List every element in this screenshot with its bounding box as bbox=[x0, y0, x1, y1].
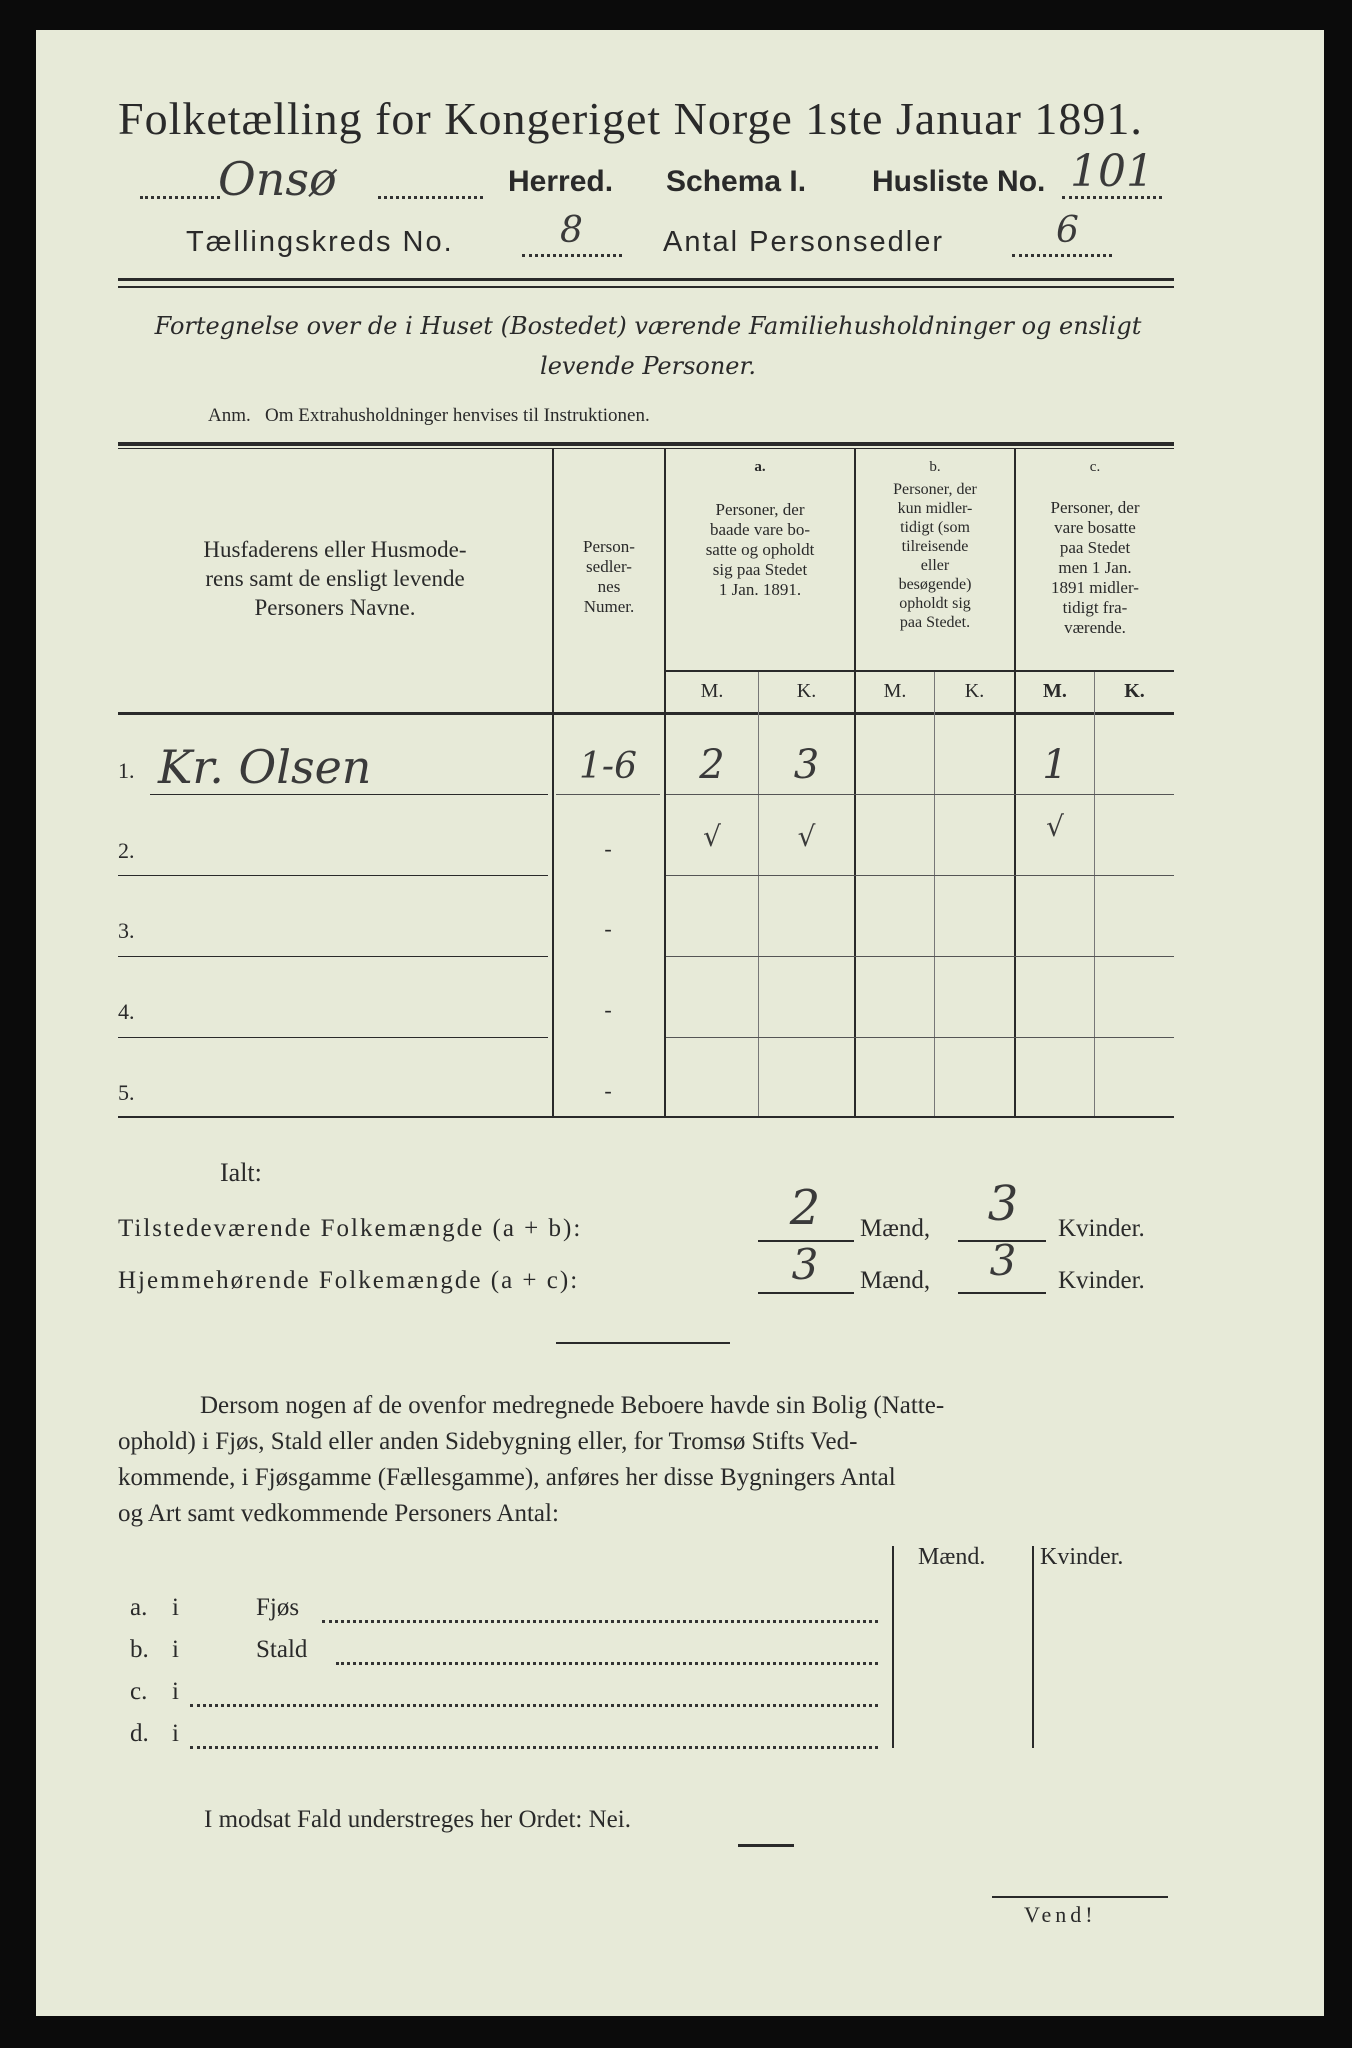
anm-note: Anm. Om Extrahusholdninger henvises til Instruktionen. bbox=[208, 405, 650, 426]
row-1-c-m: 1 bbox=[1042, 742, 1068, 788]
tilst-label: Tilstedeværende Folkemængde (a + b): bbox=[118, 1215, 583, 1242]
a-m-label: M. bbox=[700, 680, 724, 702]
footer-item-d-letter: d. bbox=[130, 1720, 149, 1747]
row-2-c-m: √ bbox=[1046, 810, 1064, 843]
col-b-letter: b. bbox=[929, 459, 941, 475]
vend-rule bbox=[992, 1896, 1168, 1898]
kreds-value: 8 bbox=[560, 210, 583, 251]
row1-line-cells bbox=[666, 794, 1174, 795]
footer-item-c-letter: c. bbox=[130, 1678, 148, 1705]
row-1-name: Kr. Olsen bbox=[158, 740, 372, 794]
herred-label: Herred. bbox=[508, 165, 614, 198]
col-c-header: Personer, der vare bosatte paa Stedet men 1 Jan. 1891 midler- tidigt fra- værende. bbox=[1050, 498, 1140, 637]
row-5-number: 5. bbox=[118, 1080, 135, 1105]
ialt-label: Ialt: bbox=[220, 1158, 262, 1187]
row-2-a-m: √ bbox=[703, 820, 721, 853]
footer-item-b-i: i bbox=[172, 1636, 179, 1663]
mk-top-rule bbox=[664, 670, 1174, 672]
footer-item-c-dots bbox=[190, 1704, 878, 1707]
herred-dots-right bbox=[378, 196, 483, 199]
row-4-sedler: - bbox=[604, 997, 612, 1022]
col-a-header: Personer, der baade vare bo- satte og opholdt sig paa Stedet 1 Jan. 1891. bbox=[705, 500, 815, 599]
c-k-label: K. bbox=[1124, 680, 1145, 702]
footer-item-a-dots bbox=[322, 1620, 878, 1623]
footer-maend-header: Mænd. bbox=[918, 1544, 986, 1570]
antal-label: Antal Personsedler bbox=[663, 226, 945, 258]
c-m-label: M. bbox=[1043, 680, 1067, 702]
hjem-maend-line bbox=[758, 1292, 854, 1294]
row-3-number: 3. bbox=[118, 918, 135, 943]
row4-line-name bbox=[118, 1037, 548, 1038]
footer-item-a-letter: a. bbox=[130, 1594, 148, 1621]
tilst-kvinder-label: Kvinder. bbox=[1058, 1215, 1145, 1242]
row-1-number: 1. bbox=[118, 758, 135, 783]
row4-line-cells bbox=[666, 1037, 1174, 1038]
footer-item-b-letter: b. bbox=[130, 1636, 149, 1663]
antal-value: 6 bbox=[1056, 210, 1079, 251]
footer-para-line-1: Dersom nogen af de ovenfor medregnede Beboere havde sin Bolig (Natte- bbox=[200, 1392, 945, 1419]
hjem-maend-label: Mænd, bbox=[860, 1267, 931, 1294]
header-rule-2 bbox=[118, 286, 1174, 288]
footer-item-c-i: i bbox=[172, 1678, 179, 1705]
row-5-sedler: - bbox=[604, 1078, 612, 1103]
row-2-sedler: - bbox=[604, 836, 612, 861]
hjem-kvinder-line bbox=[958, 1292, 1046, 1294]
intro-line-1: Fortegnelse over de i Huset (Bostedet) værende Familiehusholdninger og ensligt bbox=[154, 312, 1142, 340]
row1-line-name bbox=[150, 794, 548, 795]
row3-line-cells bbox=[666, 956, 1174, 957]
col-name-header: Husfaderens eller Husmode- rens samt de ensligt levende Personers Navne. bbox=[203, 537, 467, 620]
antal-dots bbox=[1012, 254, 1112, 257]
col-c-letter: c. bbox=[1089, 459, 1101, 475]
row-2-number: 2. bbox=[118, 838, 135, 863]
row-3-sedler: - bbox=[604, 916, 612, 941]
footer-vline-1 bbox=[892, 1546, 894, 1748]
table-top-rule bbox=[118, 442, 1174, 446]
modsat-note: I modsat Fald understreges her Ordet: Nei. bbox=[204, 1806, 631, 1833]
footer-para-line-3: kommende, i Fjøsgamme (Fællesgamme), anføres her disse Bygningers Antal bbox=[118, 1464, 896, 1491]
form-title: Folketælling for Kongeriget Norge 1ste Januar 1891. bbox=[118, 93, 1143, 144]
footer-item-d-i: i bbox=[172, 1720, 179, 1747]
footer-item-d-dots bbox=[190, 1746, 878, 1749]
schema-label: Schema I. bbox=[666, 165, 807, 198]
b-m-label: M. bbox=[883, 680, 907, 702]
husliste-label: Husliste No. bbox=[872, 165, 1046, 198]
row-1-a-m: 2 bbox=[699, 742, 725, 788]
intro-line-2: levende Personer. bbox=[540, 352, 756, 380]
separator-rule bbox=[556, 1342, 730, 1344]
vend-label: Vend! bbox=[1024, 1902, 1097, 1927]
header-rule-1 bbox=[118, 278, 1174, 281]
hjem-label: Hjemmehørende Folkemængde (a + c): bbox=[118, 1267, 580, 1294]
vline-b-mk bbox=[934, 672, 935, 1116]
row-1-a-k: 3 bbox=[793, 742, 820, 788]
footer-item-a-label: Fjøs bbox=[256, 1594, 300, 1621]
row-4-number: 4. bbox=[118, 999, 135, 1024]
nei-underline bbox=[738, 1844, 794, 1847]
row-2-a-k: √ bbox=[797, 820, 816, 853]
footer-para-line-2: ophold) i Fjøs, Stald eller anden Sidebygning eller, for Tromsø Stifts Ved- bbox=[118, 1428, 858, 1455]
a-k-label: K. bbox=[796, 680, 817, 702]
col-b-header: Personer, der kun midler- tidigt (som tilreisende eller besøgende) opholdt sig paa Stedet. bbox=[893, 481, 977, 631]
herred-dots-left bbox=[140, 196, 220, 199]
tilst-kvinder-value: 3 bbox=[987, 1176, 1019, 1232]
footer-item-b-dots bbox=[336, 1662, 878, 1665]
footer-item-a-i: i bbox=[172, 1594, 179, 1621]
husliste-value: 101 bbox=[1070, 146, 1154, 197]
hjem-kvinder-label: Kvinder. bbox=[1058, 1267, 1145, 1294]
row3-line-name bbox=[118, 956, 548, 957]
tilst-maend-value: 2 bbox=[789, 1180, 821, 1236]
hjem-kvinder-value: 3 bbox=[989, 1236, 1017, 1285]
b-k-label: K. bbox=[964, 680, 985, 702]
kreds-dots bbox=[522, 254, 622, 257]
col-a-letter: a. bbox=[754, 459, 766, 475]
row-1-sedler: 1-6 bbox=[579, 746, 637, 787]
row2-line-cells bbox=[666, 875, 1174, 876]
vline-a-mk bbox=[758, 672, 759, 1116]
vline-name bbox=[552, 448, 554, 1116]
husliste-dots bbox=[1062, 196, 1162, 199]
herred-value: Onsø bbox=[218, 152, 337, 206]
footer-item-b-label: Stald bbox=[256, 1636, 308, 1663]
row1-line-num bbox=[556, 794, 660, 795]
col-num-header: Person- sedler- nes Numer. bbox=[583, 537, 635, 616]
tilst-maend-label: Mænd, bbox=[860, 1215, 931, 1242]
table-bottom-rule bbox=[118, 1116, 1174, 1118]
kreds-label: Tællingskreds No. bbox=[186, 226, 454, 258]
footer-kvinder-header: Kvinder. bbox=[1040, 1544, 1124, 1570]
row2-line-name bbox=[118, 875, 548, 876]
hjem-maend-value: 3 bbox=[791, 1240, 819, 1289]
footer-vline-2 bbox=[1032, 1546, 1034, 1748]
vline-c-mk bbox=[1094, 672, 1095, 1116]
footer-para-line-4: og Art samt vedkommende Personers Antal: bbox=[118, 1500, 559, 1527]
